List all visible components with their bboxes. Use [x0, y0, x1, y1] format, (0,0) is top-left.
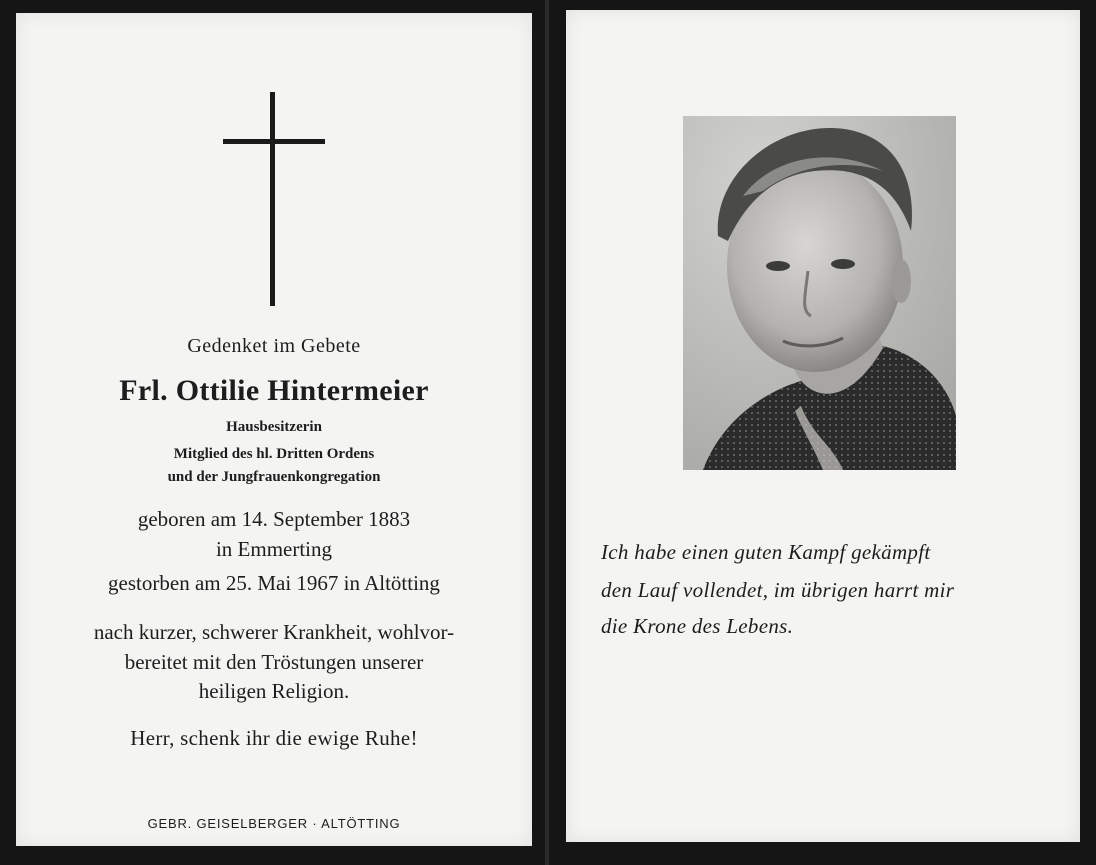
circumstance-line-2: bereitet mit den Tröstungen unserer — [124, 650, 424, 674]
cross-icon — [270, 92, 275, 306]
deceased-name: Frl. Ottilie Hintermeier — [119, 374, 429, 407]
printer-imprint: GEBR. GEISELBERGER · ALTÖTTING — [147, 816, 401, 831]
occupation-text: Hausbesitzerin — [226, 419, 322, 435]
membership-line-1: Mitglied des hl. Dritten Ordens — [173, 446, 375, 462]
circumstance-line-3: heiligen Religion. — [198, 679, 350, 703]
prayer-text: Herr, schenk ihr die ewige Ruhe! — [130, 726, 418, 750]
memorial-card-left — [16, 13, 532, 846]
circumstance-line-1: nach kurzer, schwerer Krankheit, wohlvor- — [93, 620, 455, 644]
card-fold-divider — [545, 0, 549, 865]
membership-line-2: und der Jungfrauenkongregation — [167, 469, 381, 485]
memorial-card-right — [566, 10, 1080, 842]
birth-date-line: geboren am 14. September 1883 — [137, 507, 411, 531]
birth-place-line: in Emmerting — [215, 537, 333, 561]
death-date-line: gestorben am 25. Mai 1967 in Altötting — [108, 571, 440, 595]
verse-line-2: den Lauf vollendet, im übrigen harrt mir — [601, 578, 955, 602]
invocation-text: Gedenket im Gebete — [187, 335, 361, 357]
cross-icon-bar — [223, 139, 325, 144]
verse-line-3: die Krone des Lebens. — [601, 614, 794, 638]
portrait-photo — [683, 116, 956, 470]
verse-line-1: Ich habe einen guten Kampf gekämpft — [601, 540, 931, 564]
